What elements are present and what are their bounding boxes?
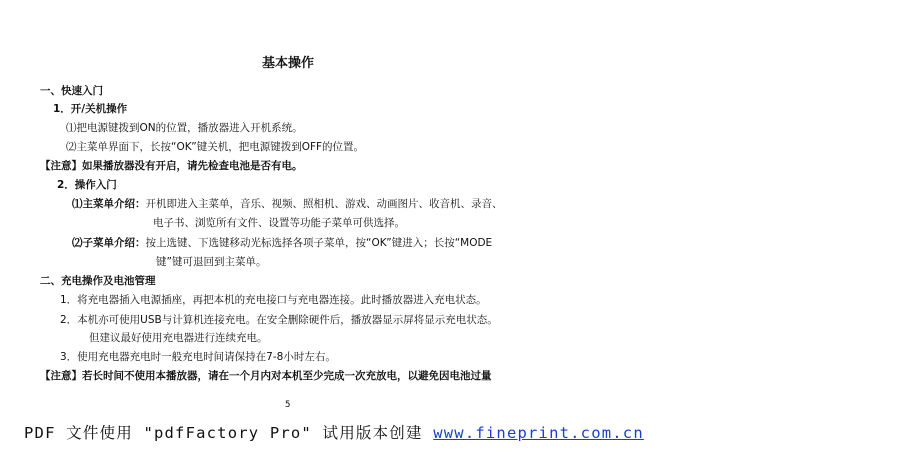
page-title: 基本操作 <box>262 56 315 71</box>
charging-item-2-continued: 但建议最好使用充电器进行连续充电。 <box>89 332 268 344</box>
sub-menu-intro-label: ⑵子菜单介绍： <box>72 237 146 249</box>
section-heading-quick-start: 一、快速入门 <box>40 85 103 97</box>
main-menu-intro-text: 开机即进入主菜单，音乐、视频、照相机、游戏、动画图片、收音机、录音、 <box>145 198 503 210</box>
charging-item-1: 1．将充电器插入电源插座，再把本机的充电接口与充电器连接。此时播放器进入充电状态。 <box>60 294 487 306</box>
note-battery-maintenance: 【注意】若长时间不使用本播放器，请在一个月内对本机至少完成一次充放电，以避免因电池过量 <box>40 370 492 382</box>
main-menu-intro-continued: 电子书、浏览所有文件、设置等功能子菜单可供选择。 <box>153 217 405 229</box>
section-heading-charging: 二、充电操作及电池管理 <box>40 275 156 287</box>
sub-menu-intro-text: 按上选键、下选键移动光标选择各项子菜单，按“OK”键进入；长按“MODE <box>145 237 493 249</box>
note-battery-check: 【注意】如果播放器没有开启，请先检查电池是否有电。 <box>40 160 303 172</box>
power-item-1: ⑴把电源键拨到ON的位置，播放器进入开机系统。 <box>66 122 303 134</box>
page-number: 5 <box>285 400 291 410</box>
subsection-heading-power: 1．开/关机操作 <box>53 103 128 115</box>
charging-item-3: 3．使用充电器充电时一般充电时间请保持在7-8小时左右。 <box>60 351 336 363</box>
charging-item-2: 2．本机亦可使用USB与计算机连接充电。在安全删除硬件后，播放器显示屏将显示充电状态。 <box>60 314 498 326</box>
main-menu-intro-label: ⑴主菜单介绍： <box>72 198 146 210</box>
power-item-2: ⑵主菜单界面下，长按“OK”键关机，把电源键拨到OFF的位置。 <box>66 141 365 153</box>
subsection-heading-operation: 2．操作入门 <box>57 179 117 191</box>
sub-menu-intro <box>72 236 492 250</box>
footer-link[interactable]: www.fineprint.com.cn <box>433 424 644 442</box>
sub-menu-intro-continued: 键”键可退回到主菜单。 <box>156 256 267 268</box>
main-menu-intro <box>72 197 503 211</box>
pdf-footer <box>24 421 644 443</box>
footer-text: PDF 文件使用 "pdfFactory Pro" 试用版本创建 <box>24 424 434 442</box>
